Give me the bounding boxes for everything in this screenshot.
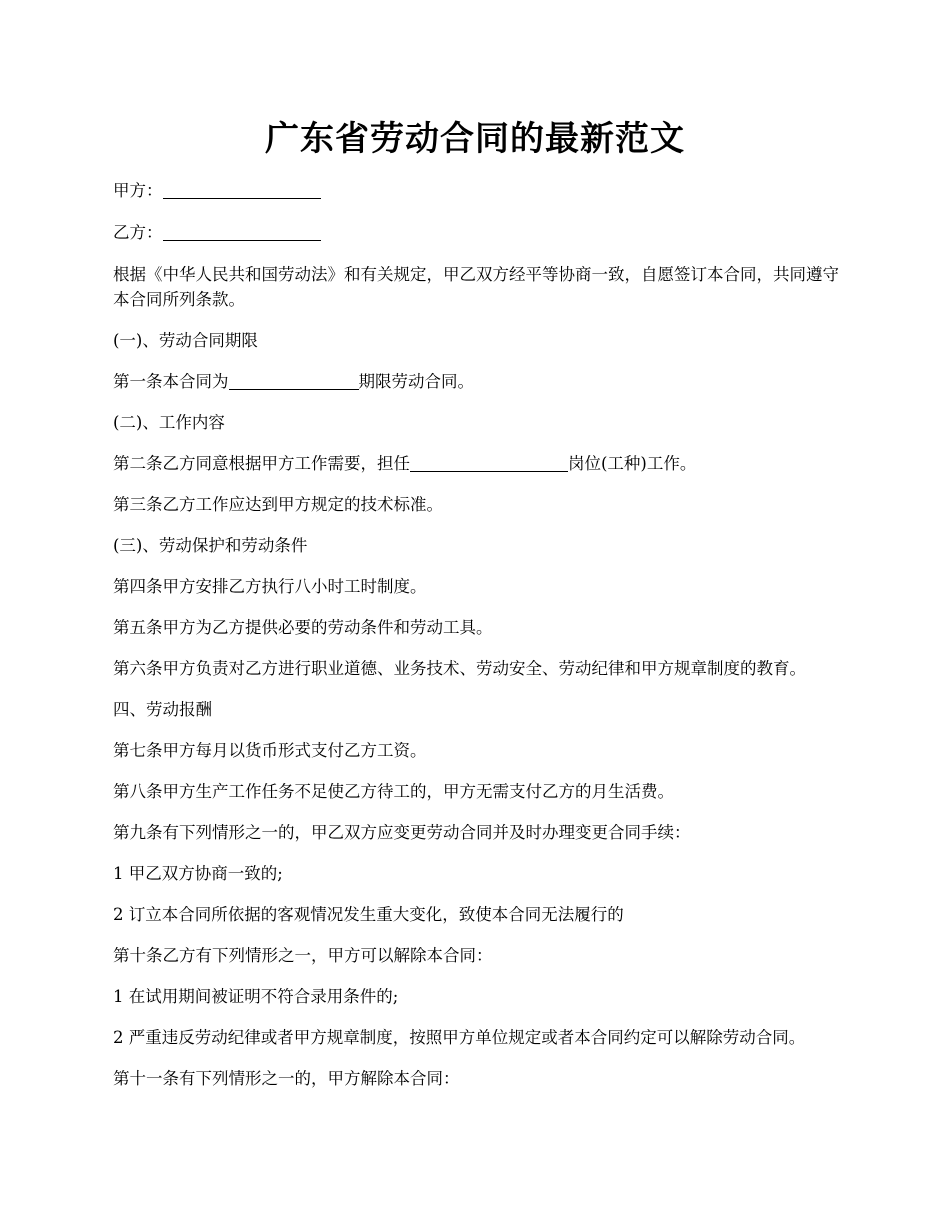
party-b-line — [113, 220, 848, 245]
document-title: 广东省劳动合同的最新范文 — [265, 119, 685, 159]
contract-term-blank — [229, 371, 359, 390]
section-heading-4: 四、劳动报酬 — [113, 700, 212, 719]
party-a-blank — [163, 180, 321, 199]
article-1-text-after: 期限劳动合同。 — [358, 372, 474, 391]
article-8: 第八条甲方生产工作任务不足使乙方待工的，甲方无需支付乙方的月生活费。 — [113, 782, 674, 801]
section-heading-1: (一)、劳动合同期限 — [113, 331, 258, 350]
section-heading-3: (三)、劳动保护和劳动条件 — [113, 536, 308, 555]
article-5: 第五条甲方为乙方提供必要的劳动条件和劳动工具。 — [113, 618, 493, 637]
article-1-text-before: 第一条本合同为 — [113, 372, 229, 391]
article-2 — [113, 451, 848, 476]
article-10: 第十条乙方有下列情形之一，甲方可以解除本合同： — [113, 946, 493, 965]
article-9-item-2: 2 订立本合同所依据的客观情况发生重大变化，致使本合同无法履行的 — [113, 905, 624, 924]
party-b-label: 乙方： — [113, 223, 163, 242]
party-a-label: 甲方： — [113, 181, 163, 200]
article-2-text-before: 第二条乙方同意根据甲方工作需要，担任 — [113, 454, 410, 473]
party-a-line — [113, 178, 848, 203]
article-9-item-1: 1 甲乙双方协商一致的; — [113, 864, 283, 883]
position-blank — [410, 453, 568, 472]
article-1 — [113, 369, 848, 394]
article-10-item-1: 1 在试用期间被证明不符合录用条件的; — [113, 987, 399, 1006]
article-7: 第七条甲方每月以货币形式支付乙方工资。 — [113, 741, 427, 760]
article-6: 第六条甲方负责对乙方进行职业道德、业务技术、劳动安全、劳动纪律和甲方规章制度的教育。 — [113, 659, 806, 678]
article-9: 第九条有下列情形之一的，甲乙双方应变更劳动合同并及时办理变更合同手续： — [113, 823, 691, 842]
article-2-text-after: 岗位(工种)工作。 — [568, 454, 697, 473]
article-3: 第三条乙方工作应达到甲方规定的技术标准。 — [113, 495, 443, 514]
document-body — [113, 178, 848, 1107]
party-b-blank — [163, 222, 321, 241]
article-4: 第四条甲方安排乙方执行八小时工时制度。 — [113, 577, 427, 596]
section-heading-2: (二)、工作内容 — [113, 413, 225, 432]
article-11: 第十一条有下列情形之一的，甲方解除本合同： — [113, 1069, 460, 1088]
preamble-paragraph: 根据《中华人民共和国劳动法》和有关规定，甲乙双方经平等协商一致，自愿签订本合同，共同遵守本合同所列条款。 — [113, 265, 839, 309]
article-10-item-2: 2 严重违反劳动纪律或者甲方规章制度，按照甲方单位规定或者本合同约定可以解除劳动合同。 — [113, 1028, 806, 1047]
